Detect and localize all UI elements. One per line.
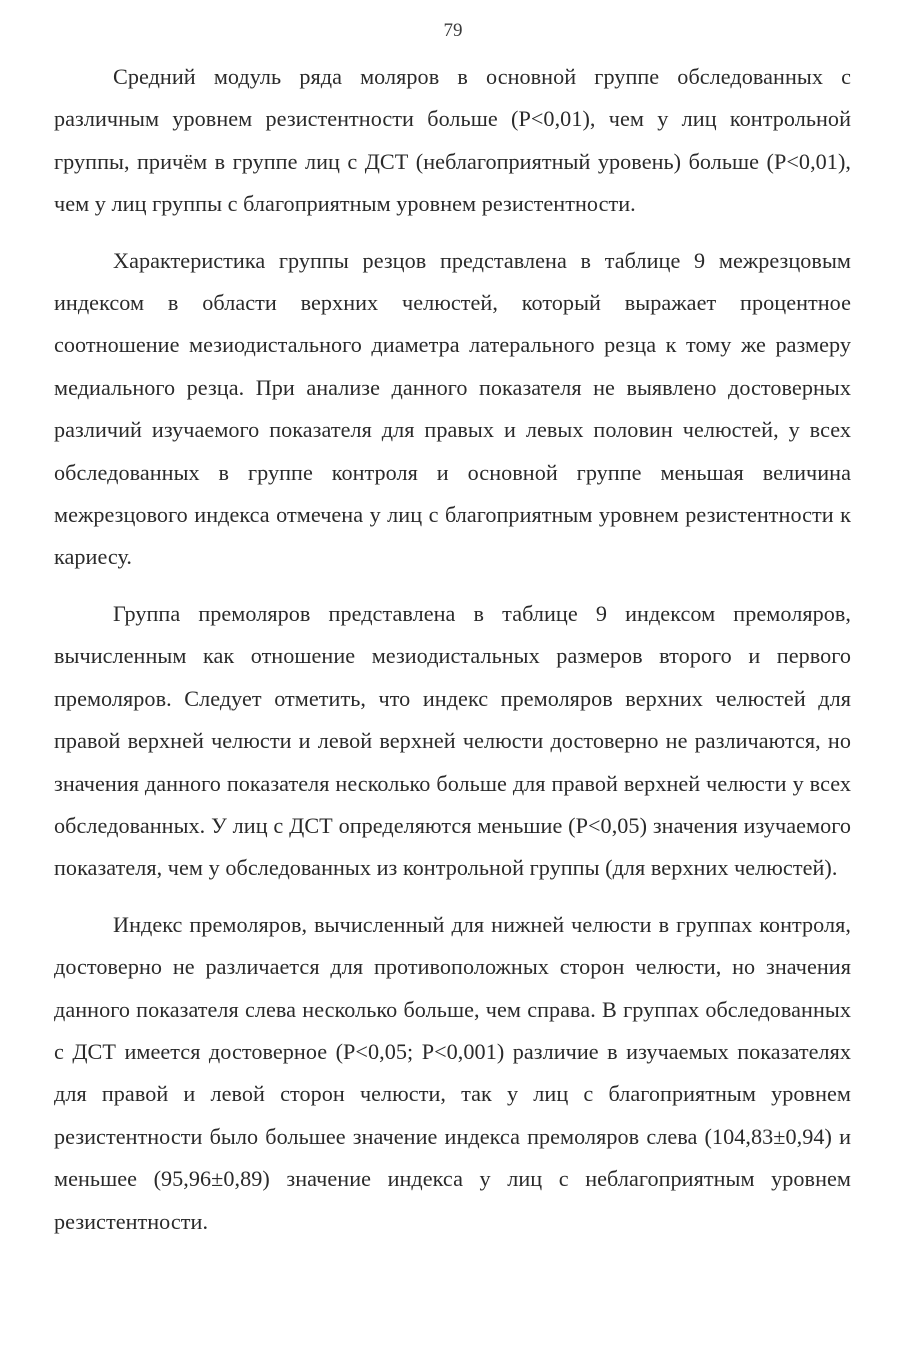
page-number: 79: [443, 20, 463, 41]
paragraph-incisors: Характеристика группы резцов представлена в таблице 9 межрезцовым индексом в области верхних челюстей, который выражает процентное соотношение мезиодистального диаметра латерального резца к тому же размеру медиального резца. При анализе данного показателя не выявлено достоверных различий изучаемого показателя для правых и левых половин челюстей, у всех обследованных в группе контроля и основной группе меньшая величина межрезцового индекса отмечена у лиц с благоприятным уровнем резистентности к кариесу.: [54, 247, 851, 570]
paragraph-molars: Средний модуль ряда моляров в основной группе обследованных с различным уровнем резистентности больше (P<0,01), чем у лиц контрольной группы, причём в группе лиц с ДСТ (неблагоприятный уровень) больше (P<0,01), чем у лиц группы с благоприятным уровнем резистентности.: [54, 64, 851, 217]
paragraph-premolars-lower: Индекс премоляров, вычисленный для нижней челюсти в группах контроля, достоверно не различается для противоположных сторон челюсти, но значения данного показателя слева несколько больше, чем справа. В группах обследованных с ДСТ имеется достоверное (P<0,05; P<0,001) различие в изучаемых показателях для правой и левой сторон челюсти, так у лиц с благоприятным уровнем резистентности было большее значение индекса премоляров слева (104,83±0,94) и меньшее (95,96±0,89) значение индекса у лиц с неблагоприятным уровнем резистентности.: [54, 911, 851, 1234]
paragraph-premolars-upper: Группа премоляров представлена в таблице 9 индексом премоляров, вычисленным как отношение мезиодистальных размеров второго и первого премоляров. Следует отметить, что индекс премоляров верхних челюстей для правой верхней челюсти и левой верхней челюсти достоверно не различаются, но значения данного показателя несколько больше для правой верхней челюсти у всех обследованных. У лиц с ДСТ определяются меньшие (P<0,05) значения изучаемого показателя, чем у обследованных из контрольной группы (для верхних челюстей).: [54, 600, 851, 881]
body-text: [54, 56, 851, 1257]
